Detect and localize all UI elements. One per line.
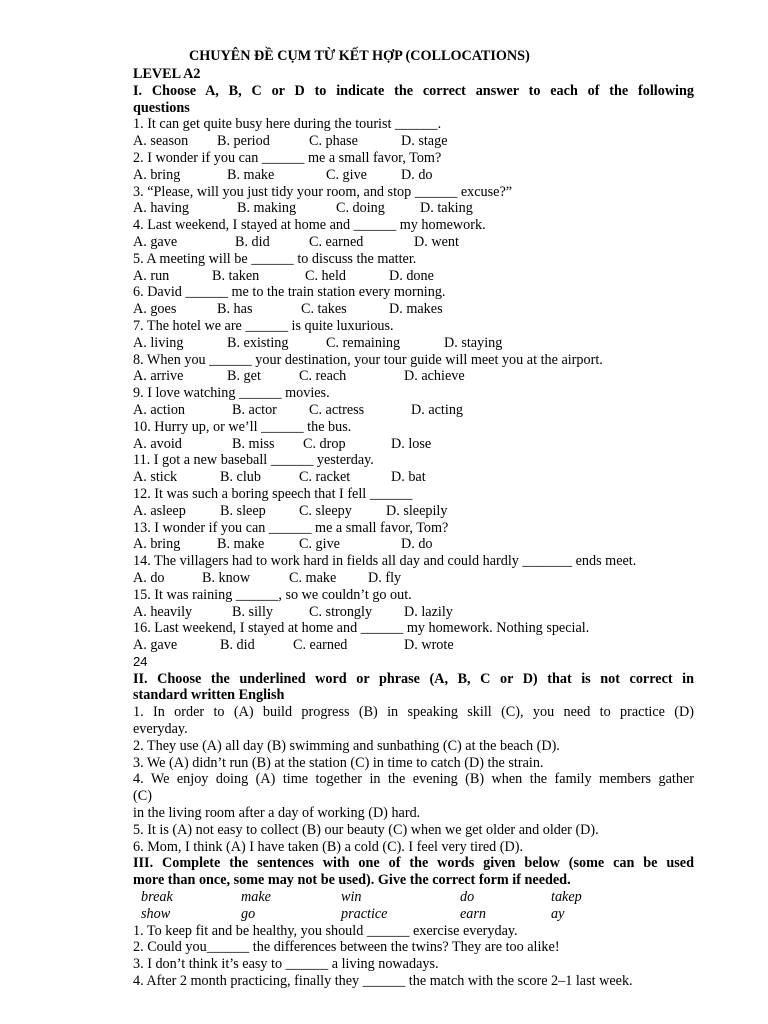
answer-option: B. existing [227, 334, 289, 351]
answer-option: B. silly [232, 603, 273, 620]
answer-option: B. sleep [220, 502, 266, 519]
answer-option: D. do [401, 536, 433, 553]
question-12-options [133, 503, 694, 520]
section-1-heading-cont: questions [133, 99, 190, 116]
question-4: 4. Last weekend, I stayed at home and ______ my homework. [133, 217, 486, 234]
answer-option: D. stage [401, 133, 448, 150]
answer-option: C. phase [309, 133, 358, 150]
answer-option: C. remaining [326, 334, 401, 351]
question-1-options [133, 133, 694, 150]
question-16-options [133, 637, 694, 654]
page-number: 24 [133, 653, 148, 669]
answer-option: B. make [227, 166, 275, 183]
word-bank-row-1 [133, 889, 694, 906]
question-6-options [133, 301, 694, 318]
section-3-heading-cont: more than once, some may not be used). Give the correct form if needed. [133, 872, 571, 889]
answer-option: A. bring [133, 166, 181, 183]
question-13: 13. I wonder if you can ______ me a small favor, Tom? [133, 519, 449, 536]
error-item-4-cont: (C) [133, 788, 152, 805]
answer-option: A. action [133, 401, 186, 418]
question-9-options [133, 402, 694, 419]
word-bank-item: win [341, 889, 362, 906]
answer-option: B. actor [232, 401, 277, 418]
question-10-options [133, 436, 694, 453]
answer-option: D. bat [391, 469, 426, 486]
answer-option: A. heavily [133, 603, 193, 620]
answer-option: C. give [299, 536, 340, 553]
answer-option: C. give [326, 166, 367, 183]
question-9: 9. I love watching ______ movies. [133, 385, 330, 402]
answer-option: C. actress [309, 401, 365, 418]
answer-option: D. acting [411, 401, 464, 418]
error-item-1-cont: everyday. [133, 721, 188, 738]
fill-item-2: 2. Could you______ the differences between the twins? They are too alike! [133, 939, 560, 956]
word-bank-item: do [460, 889, 475, 906]
answer-option: C. takes [301, 301, 347, 318]
answer-option: D. achieve [404, 368, 465, 385]
question-11: 11. I got a new baseball ______ yesterday. [133, 452, 374, 469]
word-bank-item: ay [551, 905, 565, 922]
answer-option: C. make [289, 569, 337, 586]
section-1-heading: I. Choose A, B, C or D to indicate the correct answer to each of the following [133, 82, 694, 99]
question-5-options [133, 268, 694, 285]
question-5: 5. A meeting will be ______ to discuss the matter. [133, 250, 417, 267]
question-8: 8. When you ______ your destination, your tour guide will meet you at the airport. [133, 351, 603, 368]
answer-option: C. racket [299, 469, 351, 486]
word-bank-item: takep [551, 889, 582, 906]
answer-option: B. know [202, 569, 251, 586]
answer-option: D. lose [391, 435, 432, 452]
worksheet-page [133, 46, 694, 990]
answer-option: A. bring [133, 536, 181, 553]
question-13-options [133, 536, 694, 553]
answer-option: D. went [414, 233, 459, 250]
answer-option: A. gave [133, 233, 178, 250]
answer-option: B. has [217, 301, 253, 318]
section-3-heading: III. Complete the sentences with one of the words given below (some can be used [133, 855, 694, 872]
answer-option: A. run [133, 267, 170, 284]
word-bank-item: break [141, 889, 173, 906]
answer-option: C. sleepy [299, 502, 352, 519]
answer-option: D. do [401, 166, 433, 183]
answer-option: B. miss [232, 435, 275, 452]
section-2-heading-cont: standard written English [133, 687, 285, 704]
question-3-options [133, 200, 694, 217]
question-16: 16. Last weekend, I stayed at home and ______ my homework. Nothing special. [133, 620, 590, 637]
word-bank-item: make [241, 889, 271, 906]
answer-option: A. having [133, 200, 189, 217]
answer-option: B. did [220, 637, 255, 654]
error-item-3: 3. We (A) didn’t run (B) at the station (C) in time to catch (D) the strain. [133, 754, 544, 771]
answer-option: C. doing [336, 200, 385, 217]
answer-option: C. strongly [309, 603, 373, 620]
question-15-options [133, 604, 694, 621]
answer-option: A. living [133, 334, 184, 351]
section-2-heading: II. Choose the underlined word or phrase (A, B, C or D) that is not correct in [133, 670, 694, 687]
question-7-options [133, 335, 694, 352]
answer-option: A. goes [133, 301, 177, 318]
answer-option: D. wrote [404, 637, 454, 654]
answer-option: D. lazily [404, 603, 453, 620]
answer-option: B. making [237, 200, 297, 217]
fill-item-1: 1. To keep fit and be healthy, you should ______ exercise everyday. [133, 922, 518, 939]
fill-item-4: 4. After 2 month practicing, finally they ______ the match with the score 2–1 last week. [133, 973, 633, 990]
fill-item-3: 3. I don’t think it’s easy to ______ a living nowadays. [133, 956, 439, 973]
answer-option: A. gave [133, 637, 178, 654]
answer-option: D. taking [420, 200, 473, 217]
question-2-options [133, 167, 694, 184]
question-4-options [133, 234, 694, 251]
question-11-options [133, 469, 694, 486]
question-12: 12. It was such a boring speech that I fell ______ [133, 485, 413, 502]
answer-option: B. period [217, 133, 270, 150]
answer-option: D. staying [444, 334, 503, 351]
answer-option: A. do [133, 569, 165, 586]
question-6: 6. David ______ me to the train station every morning. [133, 284, 446, 301]
answer-option: C. reach [299, 368, 347, 385]
error-item-2: 2. They use (A) all day (B) swimming and sunbathing (C) at the beach (D). [133, 737, 560, 754]
error-item-1: 1. In order to (A) build progress (B) in speaking skill (C), you need to practice (D) [133, 704, 694, 721]
answer-option: B. club [220, 469, 261, 486]
answer-option: D. sleepily [386, 502, 448, 519]
answer-option: D. done [389, 267, 434, 284]
level-label: LEVEL A2 [133, 66, 201, 82]
answer-option: D. fly [368, 569, 402, 586]
answer-option: B. make [217, 536, 265, 553]
word-bank-row-2 [133, 906, 694, 923]
answer-option: A. arrive [133, 368, 184, 385]
answer-option: C. drop [303, 435, 346, 452]
question-1: 1. It can get quite busy here during the tourist ______. [133, 116, 442, 133]
error-item-6: 6. Mom, I think (A) I have taken (B) a cold (C). I feel very tired (D). [133, 838, 524, 855]
answer-option: B. taken [212, 267, 260, 284]
question-10: 10. Hurry up, or we’ll ______ the bus. [133, 418, 352, 435]
question-15: 15. It was raining ______, so we couldn’t go out. [133, 586, 412, 603]
answer-option: A. asleep [133, 502, 186, 519]
answer-option: B. get [227, 368, 261, 385]
answer-option: A. stick [133, 469, 178, 486]
answer-option: C. earned [293, 637, 348, 654]
section-1-questions [133, 116, 694, 654]
word-bank-item: show [141, 905, 171, 922]
question-14-options [133, 570, 694, 587]
question-8-options [133, 368, 694, 385]
answer-option: D. makes [389, 301, 443, 318]
document-title: CHUYÊN ĐỀ CỤM TỪ KẾT HỢP (COLLOCATIONS) [189, 48, 530, 64]
error-item-4: 4. We enjoy doing (A) time together in the evening (B) when the family members gather [133, 771, 694, 788]
question-7: 7. The hotel we are ______ is quite luxurious. [133, 317, 394, 334]
answer-option: C. held [305, 267, 346, 284]
error-item-4-cont2: in the living room after a day of working (D) hard. [133, 805, 421, 822]
error-item-5: 5. It is (A) not easy to collect (B) our beauty (C) when we get older and older (D). [133, 821, 599, 838]
word-bank-item: go [241, 905, 256, 922]
question-14: 14. The villagers had to work hard in fields all day and could hardly _______ ends meet. [133, 553, 637, 570]
answer-option: A. avoid [133, 435, 182, 452]
question-3: 3. “Please, will you just tidy your room, and stop ______ excuse?” [133, 183, 513, 200]
answer-option: C. earned [309, 233, 364, 250]
word-bank-item: practice [341, 905, 388, 922]
word-bank-item: earn [460, 905, 487, 922]
answer-option: B. did [235, 233, 270, 250]
question-2: 2. I wonder if you can ______ me a small favor, Tom? [133, 149, 442, 166]
answer-option: A. season [133, 133, 189, 150]
